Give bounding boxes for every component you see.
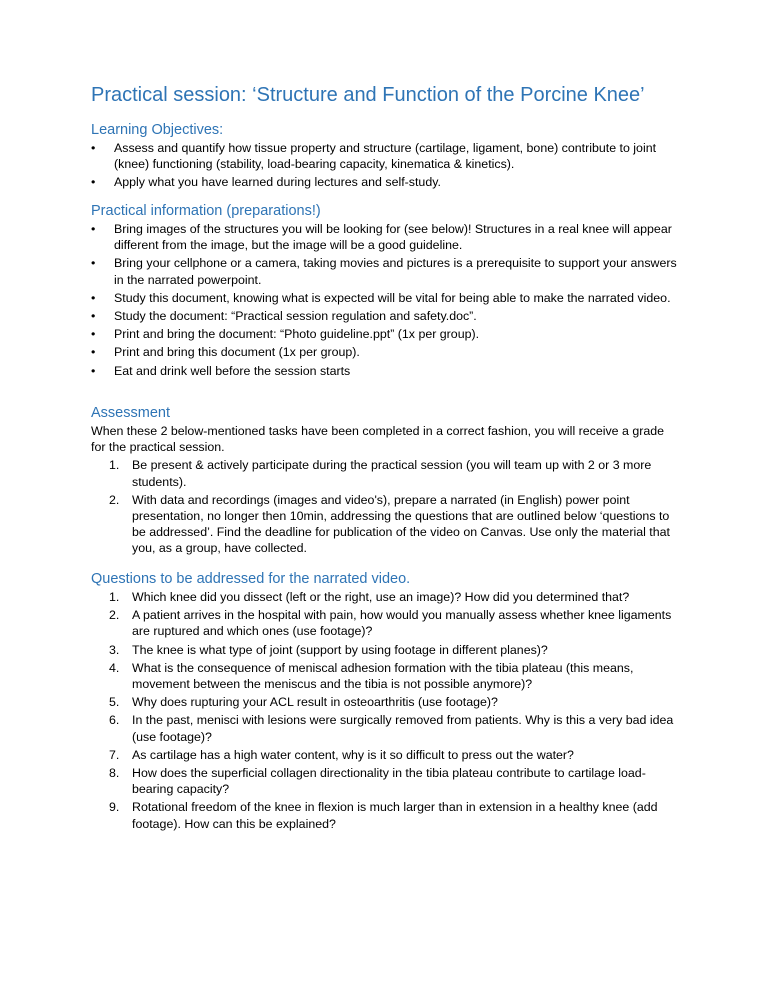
list-item: • Eat and drink well before the session starts	[91, 363, 351, 378]
bullet: •	[91, 363, 96, 378]
list-item: • Bring your cellphone or a camera, taking movies and pictures is a prerequisite to support your answers in the narrated powerpoint.	[91, 256, 677, 287]
learning-objectives-heading: Learning Objectives:	[91, 122, 224, 138]
bullet: •	[91, 175, 96, 190]
list-item: 7. As cartilage has a high water content, why is it so difficult to press out the water?	[109, 747, 574, 762]
bullet: •	[91, 222, 96, 236]
bullet: •	[91, 141, 96, 155]
list-item: • Assess and quantify how tissue property and structure (cartilage, ligament, bone) contribute to joint (knee) functioning (stability, load-bearing capacity, kinematica & kinetics).	[91, 141, 657, 172]
assessment-list	[109, 457, 681, 556]
list-item: • Study the document: “Practical session regulation and safety.doc”.	[91, 309, 477, 324]
list-item: 8. How does the superficial collagen directionality in the tibia plateau contribute to cartilage load-bearing capacity?	[109, 766, 646, 797]
questions-section	[91, 571, 681, 834]
list-item: 1. Which knee did you dissect (left or the right, use an image)? How did you determined that?	[109, 590, 630, 604]
questions-list	[109, 589, 681, 832]
list-item: 9. Rotational freedom of the knee in flexion is much larger than in extension in a healthy knee (add footage). How can this be explained?	[109, 800, 658, 831]
bullet: •	[91, 345, 96, 360]
list-item: • Print and bring this document (1x per group).	[91, 345, 360, 360]
list-item: • Bring images of the structures you will be looking for (see below)! Structures in a real knee will appear different from the image, but the image will be a good guideline.	[91, 222, 672, 253]
practical-info-section	[91, 203, 681, 381]
list-item: 6. In the past, menisci with lesions were surgically removed from patients. Why is this a very bad idea (use footage)?	[109, 713, 674, 744]
assessment-intro: When these 2 below-mentioned tasks have been completed in a correct fashion, you will receive a grade for the practical session.	[91, 424, 665, 455]
bullet: •	[91, 327, 96, 342]
bullet: •	[91, 290, 96, 305]
list-item: 5. Why does rupturing your ACL result in osteoarthritis (use footage)?	[109, 695, 498, 710]
learning-objectives-section	[91, 122, 681, 193]
learning-objectives-list	[91, 140, 681, 191]
practical-info-heading: Practical information (preparations!)	[91, 203, 321, 219]
questions-heading: Questions to be addressed for the narrated video.	[91, 571, 411, 587]
list-item: 2. With data and recordings (images and video's), prepare a narrated (in English) power point presentation, no longer then 10min, addressing the questions that are outlined below ‘questions to be addressed’. Find the deadline for publication of the video on Canvas. Use only the material that you, as a group, have collected.	[109, 492, 670, 556]
bullet: •	[91, 256, 96, 271]
document-title: Practical session: ‘Structure and Function of the Porcine Knee’	[91, 84, 645, 106]
list-item: • Print and bring the document: “Photo guideline.ppt” (1x per group).	[91, 327, 480, 342]
list-item: 2. A patient arrives in the hospital with pain, how would you manually assess whether knee ligaments are ruptured and which ones (use footage)?	[109, 608, 672, 639]
assessment-section	[91, 405, 681, 559]
assessment-heading: Assessment	[91, 405, 170, 421]
bullet: •	[91, 309, 96, 324]
list-item: 3. The knee is what type of joint (support by using footage in different planes)?	[109, 642, 548, 657]
list-item: 1. Be present & actively participate during the practical session (you will team up with 2 or 3 more students).	[109, 458, 652, 489]
practical-info-list	[91, 221, 681, 379]
list-item: • Apply what you have learned during lectures and self-study.	[91, 175, 441, 190]
list-item: 4. What is the consequence of meniscal adhesion formation with the tibia plateau (this means, movement between the meniscus and the tibia is not possible anymore)?	[109, 660, 634, 692]
list-item: • Study this document, knowing what is expected will be vital for being able to make the narrated video.	[91, 290, 671, 305]
